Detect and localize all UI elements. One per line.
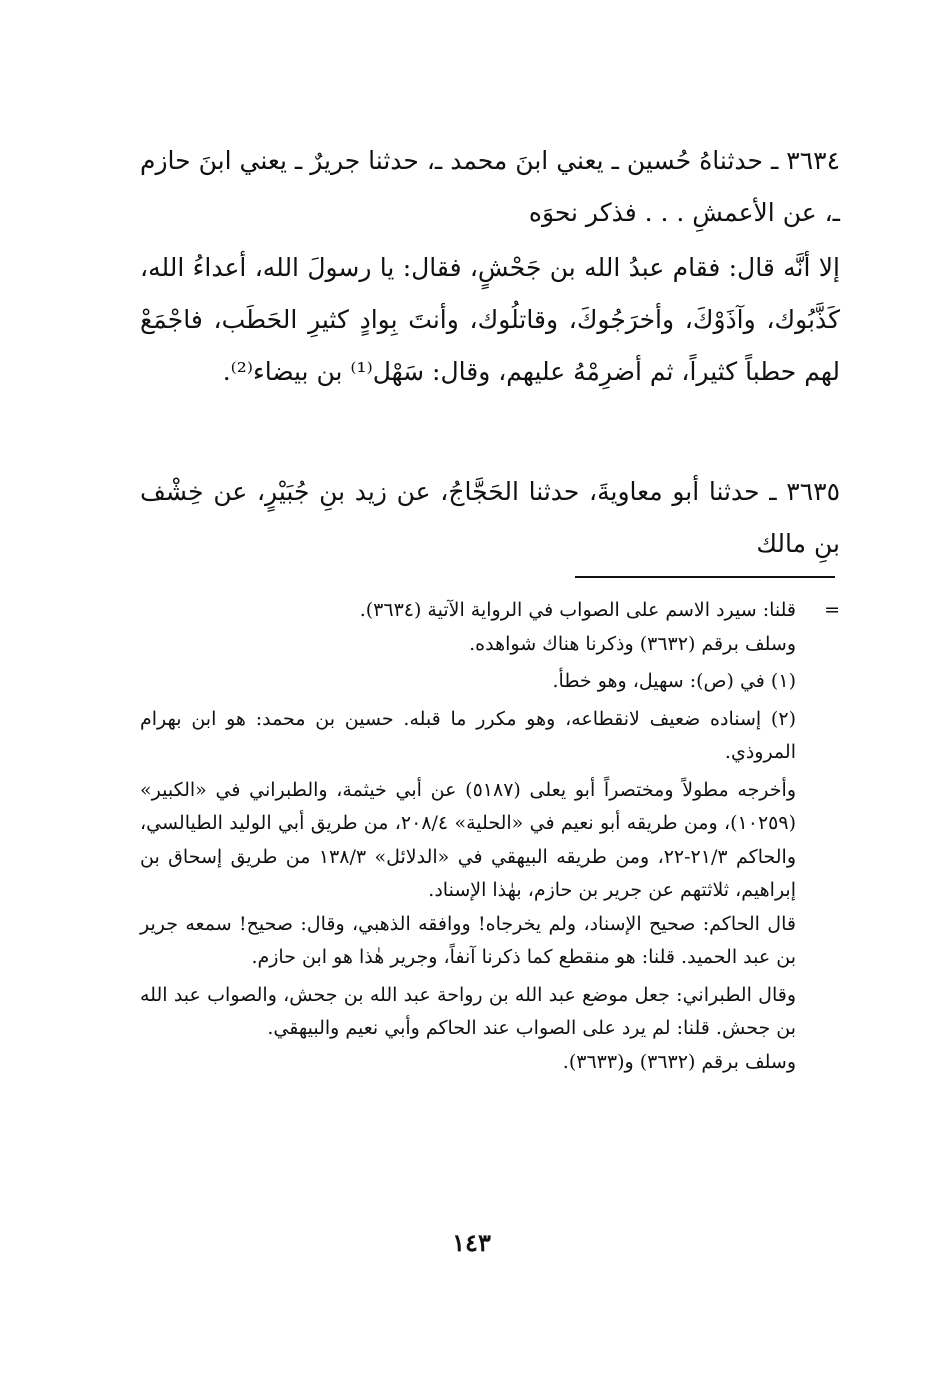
hadith-3635 — [140, 466, 840, 570]
footnote-continuation-text: قلنا: سيرد الاسم على الصواب في الرواية الآتية (٣٦٣٤). — [359, 599, 796, 621]
footnote-2-paragraph-2: وأخرجه مطولاً ومختصراً أبو يعلى (٥١٨٧) عن أبي خيثمة، والطبراني في «الكبير» (١٠٢٥٩)، ومن طريقه أبو نعيم في «الحلية» ٢٠٨/٤، من طريق أبي الوليد الطيالسي، والحاكم ٢١/٣-٢٢، ومن طريقه البيهقي في «الدلائل» ١٣٨/٣ من طريق إسحاق بن إبراهيم، ثلاثتهم عن جرير بن حازم، بهٰذا الإسناد. — [140, 778, 796, 901]
page-number: ١٤٣ — [452, 1228, 491, 1257]
footnote-2: (٢) إسناده ضعيف لانقطاعه، وهو مكرر ما قبله. حسين بن محمد: هو ابن بهرام المروذي. — [140, 707, 796, 763]
continuation-marker: = — [824, 599, 840, 621]
footnote-continuation-line — [140, 594, 840, 628]
footnote-2-paragraph-5: وسلف برقم (٣٦٣٢) و(٣٦٣٣). — [562, 1050, 796, 1073]
hadith-3635-text: ٣٦٣٥ ـ حدثنا أبو معاويةَ، حدثنا الحَجَّاجُ، عن زيد بنِ جُبَيْرٍ، عن خِشْف بنِ مالك — [140, 477, 840, 558]
footnotes — [140, 594, 840, 1079]
narration-text: إلا أنَّه قال: فقام عبدُ الله بن جَحْشٍ، فقال: يا رسولَ الله، أعداءُ الله، كَذَّبُوك، وآذَوْكَ، وأخرَجُوكَ، وقاتلُوك، وأنتَ بِوادٍ كثيرِ الحَطَب، فاجْمَعْ لهم حطباً كثيراً، ثم أضرِمْهُ عليهم، وقال: سَهْل⁽¹⁾ بن بيضاء⁽²⁾. — [140, 253, 840, 386]
footnote-separator — [575, 576, 835, 578]
narration-paragraph — [140, 242, 840, 398]
footnote-2-paragraph-4: وقال الطبراني: جعل موضع عبد الله بن رواحة عبد الله بن جحش، والصواب عبد الله بن جحش. قلنا: لم يرد على الصواب عند الحاكم وأبي نعيم والبيهقي. — [140, 983, 796, 1039]
footnote-continuation-text-2: وسلف برقم (٣٦٣٢) وذكرنا هناك شواهده. — [469, 632, 796, 655]
hadith-3634 — [140, 135, 840, 239]
footnote-2-paragraph-3: قال الحاكم: صحيح الإسناد، ولم يخرجاه! ووافقه الذهبي، وقال: صحيح! سمعه جرير بن عبد الحميد. قلنا: هو منقطع كما ذكرنا آنفاً، وجرير هٰذا هو ابن حازم. — [140, 912, 796, 968]
hadith-3634-text: ٣٦٣٤ ـ حدثناهُ حُسين ـ يعني ابنَ محمد ـ، حدثنا جريرٌ ـ يعني ابنَ حازم ـ، عن الأعمشِ . . . فذكر نحوَه — [140, 146, 840, 227]
footnote-1: (١) في (ص): سهيل، وهو خطأ. — [552, 670, 796, 692]
